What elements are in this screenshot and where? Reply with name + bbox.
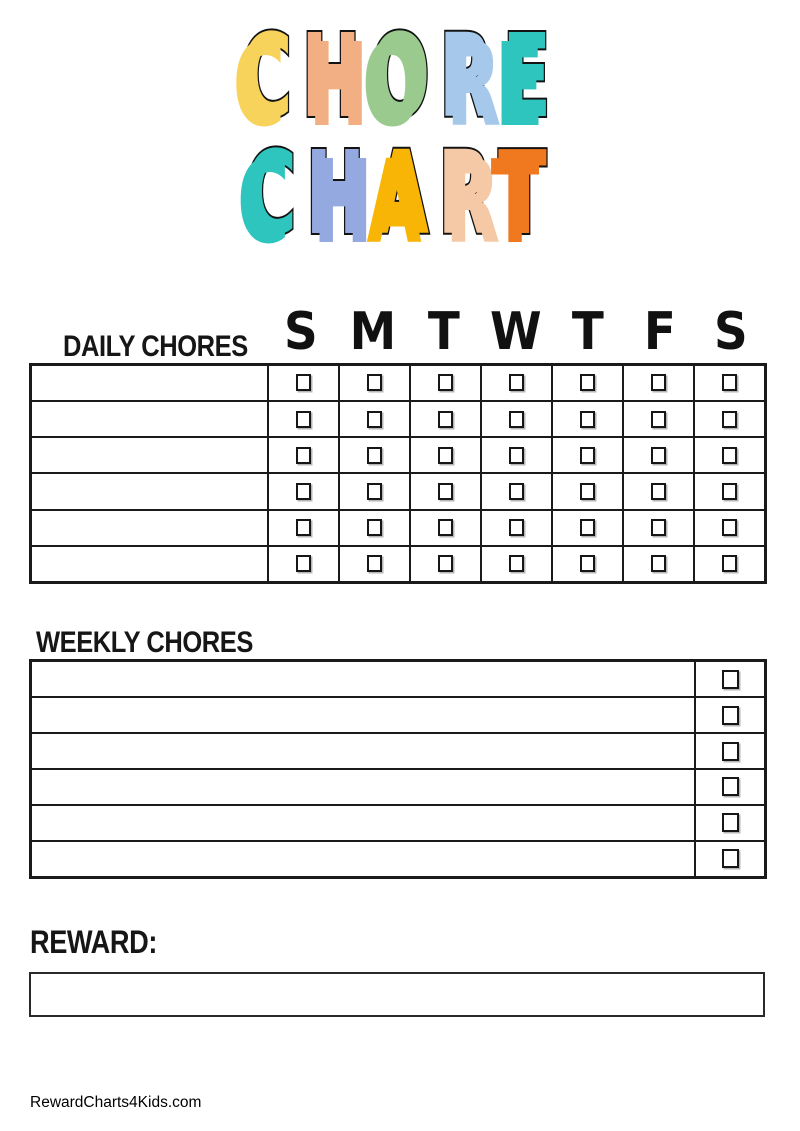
checkbox-icon[interactable]	[722, 706, 739, 725]
day-check-cell	[268, 437, 339, 473]
checkbox-icon[interactable]	[722, 483, 737, 500]
checkbox-icon[interactable]	[367, 411, 382, 428]
weekly-chores-heading: WEEKLY CHORES	[36, 626, 253, 659]
day-check-cell	[694, 437, 765, 473]
weekly-chore-name-cell[interactable]	[31, 661, 696, 698]
checkbox-icon[interactable]	[722, 447, 737, 464]
day-check-cell	[268, 473, 339, 509]
checkbox-icon[interactable]	[722, 374, 737, 391]
title-line-chore	[152, 10, 648, 144]
checkbox-icon[interactable]	[651, 447, 666, 464]
checkbox-icon[interactable]	[580, 519, 595, 536]
title-letter: C	[244, 127, 306, 261]
day-check-cell	[552, 365, 623, 402]
day-check-cell	[481, 365, 552, 402]
table-row	[31, 769, 766, 805]
checkbox-icon[interactable]	[580, 483, 595, 500]
checkbox-icon[interactable]	[296, 483, 311, 500]
checkbox-icon[interactable]	[651, 411, 666, 428]
table-row	[31, 510, 766, 546]
checkbox-icon[interactable]	[367, 519, 382, 536]
weekly-chores-table	[29, 659, 767, 879]
day-header-row	[265, 300, 767, 362]
weekly-chore-name-cell[interactable]	[31, 769, 696, 805]
day-check-cell	[339, 473, 410, 509]
checkbox-icon[interactable]	[509, 374, 524, 391]
day-check-cell	[268, 510, 339, 546]
day-check-cell	[481, 437, 552, 473]
checkbox-icon[interactable]	[509, 447, 524, 464]
checkbox-icon[interactable]	[580, 447, 595, 464]
day-check-cell	[339, 510, 410, 546]
title-letter: T	[498, 127, 556, 261]
title-letter: A	[373, 127, 438, 261]
site-credit: RewardCharts4Kids.com	[30, 1094, 202, 1111]
day-check-cell	[552, 546, 623, 583]
day-check-cell	[694, 365, 765, 402]
checkbox-icon[interactable]	[509, 555, 524, 572]
day-check-cell	[552, 473, 623, 509]
day-check-cell	[623, 546, 694, 583]
checkbox-icon[interactable]	[722, 777, 739, 796]
day-check-cell	[623, 401, 694, 437]
day-check-cell	[268, 401, 339, 437]
table-row	[31, 805, 766, 841]
weekly-check-cell	[695, 697, 766, 733]
checkbox-icon[interactable]	[438, 374, 453, 391]
weekly-chore-name-cell[interactable]	[31, 805, 696, 841]
day-check-cell	[339, 401, 410, 437]
reward-input-box[interactable]	[29, 972, 765, 1017]
day-check-cell	[410, 365, 481, 402]
day-check-cell	[552, 510, 623, 546]
checkbox-icon[interactable]	[722, 555, 737, 572]
reward-heading: REWARD:	[30, 924, 157, 960]
table-row	[31, 841, 766, 878]
daily-chore-name-cell[interactable]	[31, 365, 269, 402]
checkbox-icon[interactable]	[438, 483, 453, 500]
checkbox-icon[interactable]	[296, 447, 311, 464]
checkbox-icon[interactable]	[651, 555, 666, 572]
checkbox-icon[interactable]	[296, 374, 311, 391]
day-header-monday: M	[349, 302, 396, 362]
table-row	[31, 437, 766, 473]
day-check-cell	[268, 365, 339, 402]
checkbox-icon[interactable]	[438, 411, 453, 428]
daily-chores-table	[29, 363, 767, 584]
daily-chores-heading: DAILY CHORES	[63, 330, 248, 363]
checkbox-icon[interactable]	[438, 447, 453, 464]
day-check-cell	[552, 401, 623, 437]
checkbox-icon[interactable]	[722, 670, 739, 689]
day-check-cell	[623, 510, 694, 546]
checkbox-icon[interactable]	[580, 555, 595, 572]
day-header-tuesday: T	[428, 302, 461, 362]
checkbox-icon[interactable]	[367, 447, 382, 464]
weekly-chore-name-cell[interactable]	[31, 733, 696, 769]
weekly-check-cell	[695, 733, 766, 769]
day-check-cell	[410, 473, 481, 509]
title-letter: E	[502, 10, 560, 144]
checkbox-icon[interactable]	[580, 374, 595, 391]
daily-chore-name-cell[interactable]	[31, 546, 269, 583]
day-check-cell	[623, 437, 694, 473]
day-header-thursday: T	[571, 302, 604, 362]
weekly-check-cell	[695, 769, 766, 805]
daily-chore-name-cell[interactable]	[31, 437, 269, 473]
checkbox-icon[interactable]	[651, 374, 666, 391]
day-check-cell	[481, 473, 552, 509]
checkbox-icon[interactable]	[367, 483, 382, 500]
day-check-cell	[694, 546, 765, 583]
table-row	[31, 546, 766, 583]
day-check-cell	[481, 510, 552, 546]
day-check-cell	[623, 473, 694, 509]
checkbox-icon[interactable]	[296, 519, 311, 536]
title-letter: H	[305, 127, 374, 261]
checkbox-icon[interactable]	[296, 411, 311, 428]
checkbox-icon[interactable]	[722, 849, 739, 868]
table-row	[31, 473, 766, 509]
title-line-chart	[152, 127, 648, 261]
checkbox-icon[interactable]	[367, 555, 382, 572]
day-check-cell	[694, 401, 765, 437]
title-letter: H	[301, 10, 370, 144]
day-check-cell	[339, 365, 410, 402]
day-check-cell	[339, 437, 410, 473]
checkbox-icon[interactable]	[296, 555, 311, 572]
day-check-cell	[694, 473, 765, 509]
checkbox-icon[interactable]	[367, 374, 382, 391]
day-header-sunday: S	[283, 302, 318, 362]
checkbox-icon[interactable]	[722, 742, 739, 761]
weekly-check-cell	[695, 805, 766, 841]
table-row	[31, 401, 766, 437]
day-check-cell	[552, 437, 623, 473]
daily-chore-name-cell[interactable]	[31, 473, 269, 509]
weekly-chore-name-cell[interactable]	[31, 697, 696, 733]
weekly-check-cell	[695, 841, 766, 878]
checkbox-icon[interactable]	[722, 519, 737, 536]
day-check-cell	[410, 510, 481, 546]
table-row	[31, 733, 766, 769]
day-check-cell	[339, 546, 410, 583]
checkbox-icon[interactable]	[509, 483, 524, 500]
title-letter: C	[240, 10, 302, 144]
table-row	[31, 697, 766, 733]
checkbox-icon[interactable]	[438, 519, 453, 536]
table-row	[31, 661, 766, 698]
day-check-cell	[268, 546, 339, 583]
title-letter: R	[437, 127, 499, 261]
day-check-cell	[410, 401, 481, 437]
daily-chore-name-cell[interactable]	[31, 401, 269, 437]
checkbox-icon[interactable]	[509, 411, 524, 428]
daily-chore-name-cell[interactable]	[31, 510, 269, 546]
day-check-cell	[410, 437, 481, 473]
checkbox-icon[interactable]	[438, 555, 453, 572]
title-letter: O	[369, 10, 439, 144]
weekly-chore-name-cell[interactable]	[31, 841, 696, 878]
checkbox-icon[interactable]	[722, 813, 739, 832]
checkbox-icon[interactable]	[580, 411, 595, 428]
day-check-cell	[694, 510, 765, 546]
title-letter: R	[438, 10, 503, 144]
day-header-saturday: S	[714, 302, 749, 362]
weekly-check-cell	[695, 661, 766, 698]
checkbox-icon[interactable]	[722, 411, 737, 428]
day-check-cell	[410, 546, 481, 583]
table-row	[31, 365, 766, 402]
day-header-friday: F	[643, 302, 676, 362]
day-check-cell	[481, 546, 552, 583]
checkbox-icon[interactable]	[651, 519, 666, 536]
checkbox-icon[interactable]	[509, 519, 524, 536]
checkbox-icon[interactable]	[651, 483, 666, 500]
day-check-cell	[481, 401, 552, 437]
day-header-wednesday: W	[490, 302, 542, 362]
day-check-cell	[623, 365, 694, 402]
